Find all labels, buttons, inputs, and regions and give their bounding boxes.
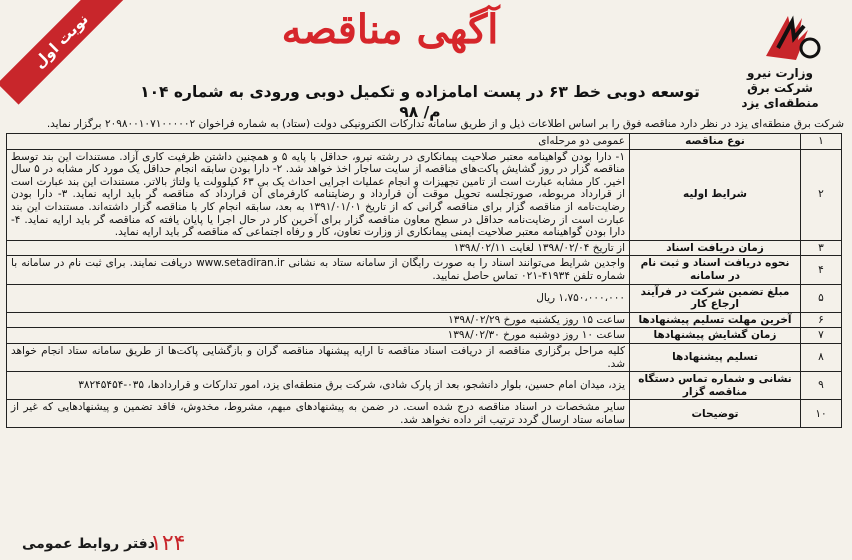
tender-subtitle: توسعه دوبی خط ۶۳ در پست امامزاده و تکمیل دوبی ورودی به شماره ۱۰۴ م/ ۹۸: [140, 83, 700, 121]
first-round-badge: نوبت اول: [0, 0, 125, 105]
table-row: [7, 256, 842, 284]
page-title: آگهی مناقصه: [281, 6, 499, 53]
row-number: ۶: [801, 312, 842, 328]
company-name: شرکت برق منطقه‌ای یزد: [741, 81, 819, 110]
row-number: ۸: [801, 343, 842, 371]
row-label: نوع مناقصه: [630, 134, 801, 150]
row-number: ۲: [801, 149, 842, 240]
table-row: [7, 149, 842, 240]
row-label: توضیحات: [630, 400, 801, 428]
intro-text: شرکت برق منطقه‌ای یزد در نظر دارد مناقصه فوق را بر اساس اطلاعات ذیل و از طریق سامانه تدارکات الکترونیکی دولت (ستاد) به شماره فراخوان ۲۰۹۸۰۰۱۰۷۱۰۰۰۰۰۲ برگزار نماید.: [46, 118, 844, 130]
row-number: ۱: [801, 134, 842, 150]
row-value: ساعت ۱۰ روز دوشنبه مورخ ۱۳۹۸/۰۲/۳۰: [7, 328, 630, 344]
row-label: آخرین مهلت تسلیم پیشنهادها: [630, 312, 801, 328]
row-label: نحوه دریافت اسناد و ثبت نام در سامانه: [630, 256, 801, 284]
ministry-name: وزارت نیرو: [747, 66, 813, 80]
row-value: سایر مشخصات در اسناد مناقصه درج شده است. در ضمن به پیشنهادهای مبهم، مشروط، مخدوش، فاقد تضمین و پیشنهادهایی که غیر از سامانه ستاد ارسال گردد ترتیب اثر داده نخواهد شد.: [7, 400, 630, 428]
row-value: ۱،۷۵۰،۰۰۰،۰۰۰ ریال: [7, 284, 630, 312]
row-value: ۱- دارا بودن گواهینامه معتبر صلاحیت پیمانکاری در رشته نیرو، حداقل با پایه ۵ و همچنین داشتن ظرفیت کاری آزاد. مستندات این بند توسط مناقصه گزار در روز گشایش پاکت‌های مناقصه از سایت ساجار اخذ خواهد شد. ۲- دارا بودن سابقه انجام حداقل یک مورد کار مشابه در ۵ سال اخیر. کار مشابه عبارت است از تامین تجهیزات و انجام عملیات اجرایی احداث یک بی ۶۳ کیلوولت یا ولتاژ بالاتر. مستندات این بند عبارت است از قرارداد مربوطه، صورتجلسه تحویل موقت آن قرارداد و رضایتنامه کارفرمای آن قرارداد که مناقصه گر باید ارایه نماید. ۳- دارا بودن رضایت‌نامه از مناقصه گزار برای مناقصه گرانی که از تاریخ ۱۳۹۱/۰۱/۰۱ به بعد، سابقه انجام کار با مناقصه گزار داشته‌اند. مستندات این بند عبارت است از رضایت‌نامه حداقل در سطح معاون مناقصه گزار برای آخرین کار در حال اجرا یا پایان یافته که مناقصه گر باید ارایه نماید. ۴- دارا بودن گواهینامه معتبر صلاحیت ایمنی پیمانکاری از وزارت تعاون، کار و رفاه اجتماعی که مناقصه گر باید ارایه نماید.: [7, 149, 630, 240]
row-value: کلیه مراحل برگزاری مناقصه از دریافت اسناد مناقصه تا ارایه پیشنهاد مناقصه گران و بازگشایی پاکت‌ها از طریق سامانه ستاد انجام خواهد شد.: [7, 343, 630, 371]
table-row: [7, 312, 842, 328]
row-label: نشانی و شماره تماس دستگاه مناقصه گزار: [630, 372, 801, 400]
table-row: [7, 284, 842, 312]
row-number: ۵: [801, 284, 842, 312]
row-label: زمان گشایش پیشنهادها: [630, 328, 801, 344]
row-value: از تاریخ ۱۳۹۸/۰۲/۰۴ لغایت ۱۳۹۸/۰۲/۱۱: [7, 240, 630, 256]
row-value: یزد، میدان امام حسین، بلوار دانشجو، بعد از پارک شادی، شرکت برق منطقه‌ای یزد، امور تدارکات و قراردادها، ۰۳۵-۳۸۲۴۵۴۵۴: [7, 372, 630, 400]
table-row: [7, 240, 842, 256]
handwritten-note: ۱۲۴: [150, 531, 186, 556]
table-row: [7, 343, 842, 371]
row-number: ۴: [801, 256, 842, 284]
row-value: عمومی دو مرحله‌ای: [7, 134, 630, 150]
row-value: ساعت ۱۵ روز یکشنبه مورخ ۱۳۹۸/۰۲/۲۹: [7, 312, 630, 328]
row-value: واجدین شرایط می‌توانند اسناد را به صورت رایگان از سامانه ستاد به نشانی www.setadiran.ir دریافت نمایند. برای ثبت نام در سامانه با شماره تلفن ۴۱۹۳۴-۰۲۱ تماس حاصل نمایید.: [7, 256, 630, 284]
row-number: ۱۰: [801, 400, 842, 428]
row-label: تسلیم پیشنهادها: [630, 343, 801, 371]
row-label: شرایط اولیه: [630, 149, 801, 240]
row-number: ۷: [801, 328, 842, 344]
table-row: [7, 328, 842, 344]
tender-details-table: [6, 133, 842, 428]
public-relations-office: دفتر روابط عمومی: [22, 536, 155, 552]
row-label: زمان دریافت اسناد: [630, 240, 801, 256]
organization-name: [720, 66, 840, 111]
table-row: [7, 372, 842, 400]
table-row: [7, 134, 842, 150]
electric-company-logo-icon: [758, 8, 828, 66]
table-row: [7, 400, 842, 428]
row-number: ۳: [801, 240, 842, 256]
row-number: ۹: [801, 372, 842, 400]
row-label: مبلغ تضمین شرکت در فرآیند ارجاع کار: [630, 284, 801, 312]
